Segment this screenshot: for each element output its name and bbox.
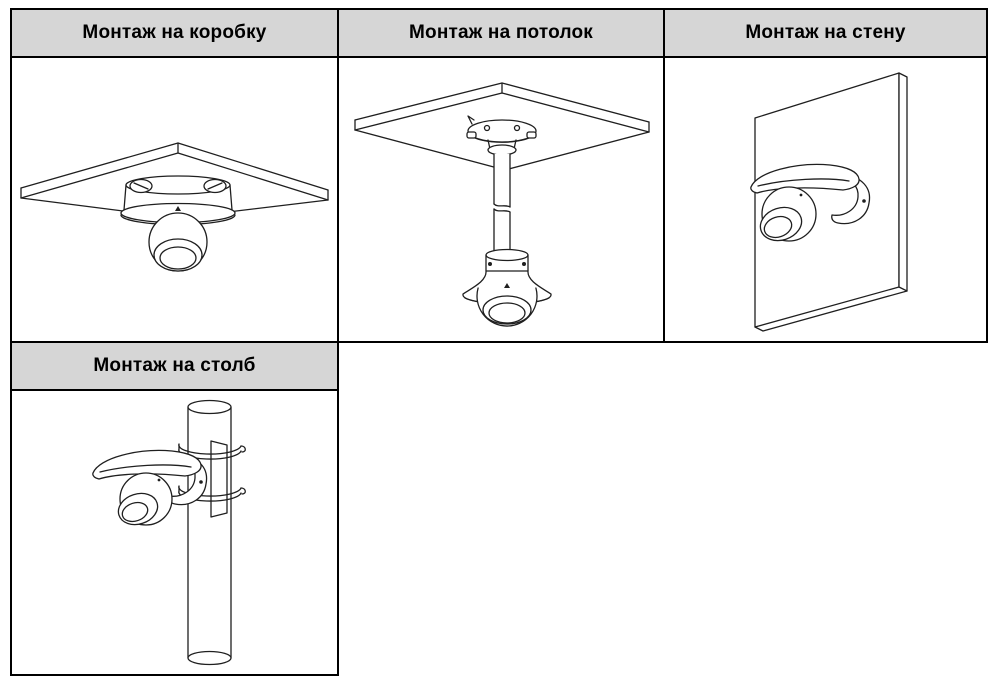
illustration-row-top [11,57,987,342]
header-row-bottom [11,342,338,390]
box-mount-illustration-icon [13,58,336,341]
cell-pole-mount [11,390,338,675]
header-ceiling-mount: Монтаж на потолок [338,9,664,57]
mount-table-bottom [10,341,339,676]
header-box-mount: Монтаж на коробку [11,9,338,57]
mount-table-top [10,8,988,343]
cell-box-mount [11,57,338,342]
header-wall-mount: Монтаж на стену [664,9,987,57]
header-pole-mount: Монтаж на столб [11,342,338,390]
ceiling-mount-illustration-icon [341,58,662,341]
illustration-row-bottom [11,390,338,675]
pole-mount-illustration-icon [13,391,336,674]
installation-methods-table [10,8,988,676]
cell-wall-mount [664,57,987,342]
cell-ceiling-mount [338,57,664,342]
header-row-top [11,9,987,57]
wall-mount-illustration-icon [667,58,985,341]
